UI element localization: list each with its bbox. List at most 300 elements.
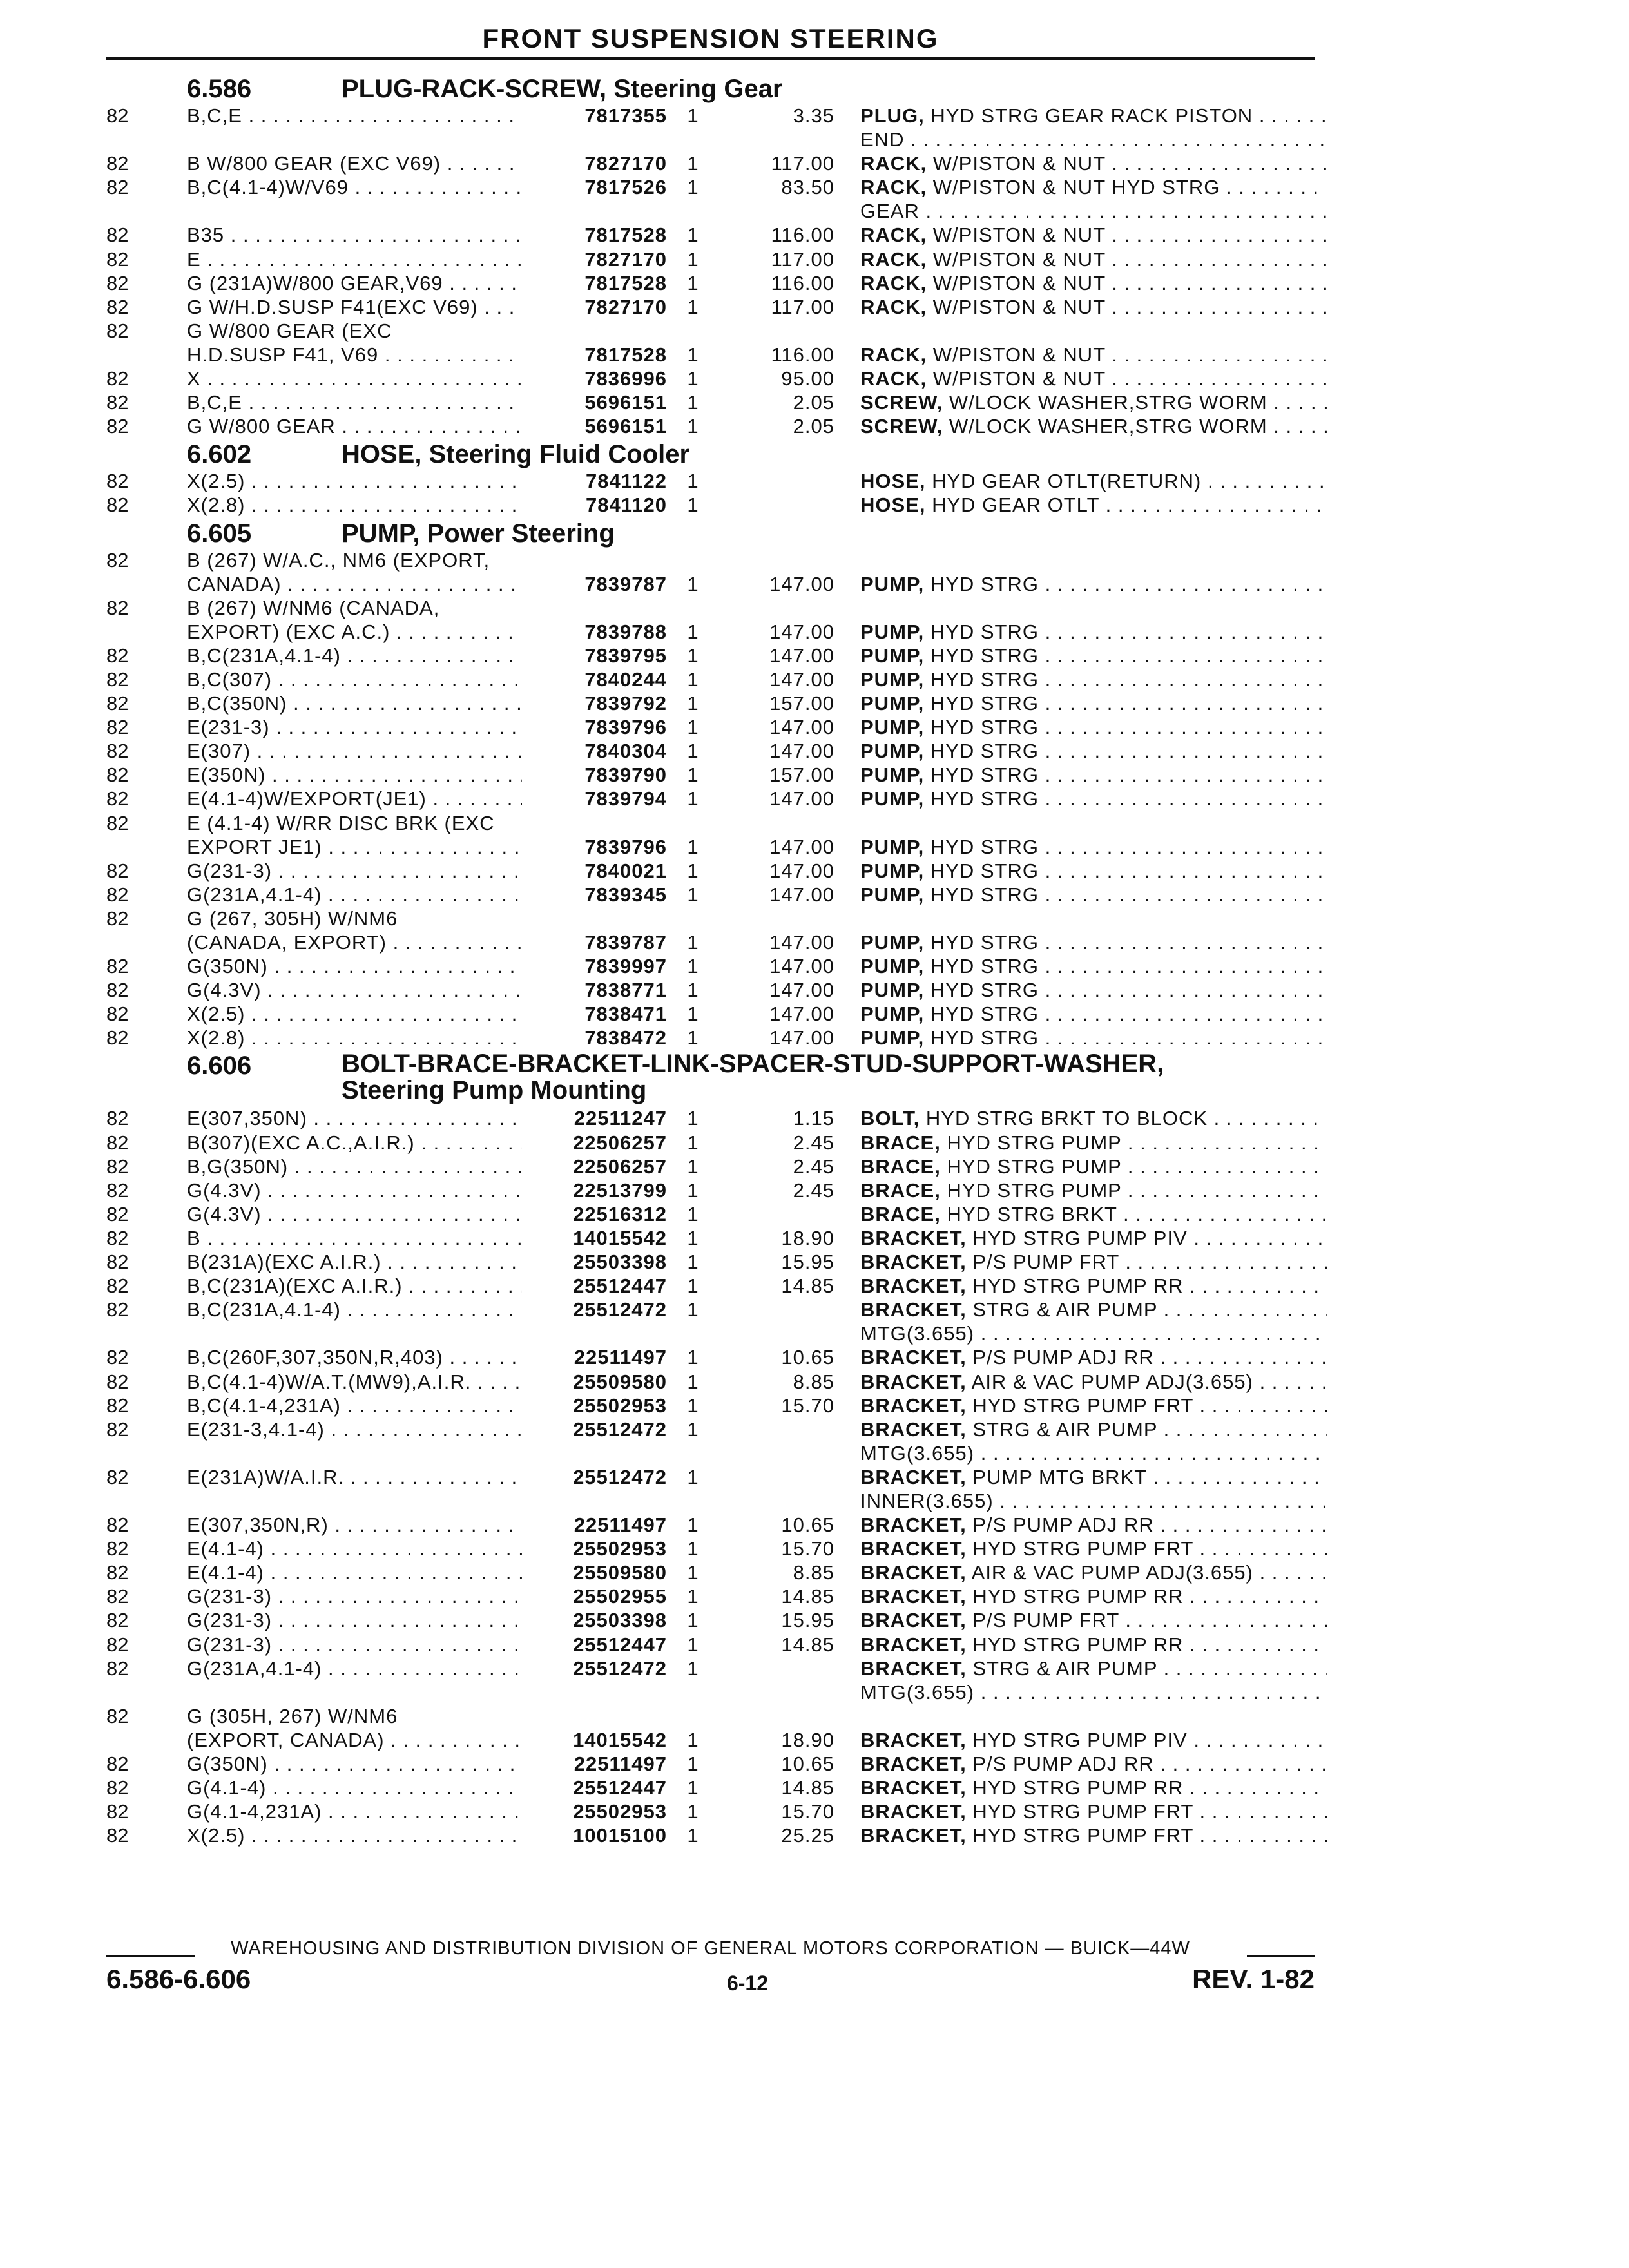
price: 116.00 xyxy=(771,271,834,294)
part-row xyxy=(0,548,1629,572)
price: 147.00 xyxy=(769,644,834,667)
part-row xyxy=(0,1370,1629,1394)
description-noun: BRACKET, xyxy=(860,1800,967,1823)
description-noun: HOSE, xyxy=(860,494,926,517)
part-row xyxy=(0,128,1629,151)
model-year: 82 xyxy=(106,224,129,247)
model-year: 82 xyxy=(106,811,129,834)
part-row xyxy=(0,1633,1629,1657)
part-number: 25502955 xyxy=(573,1585,667,1608)
quantity: 1 xyxy=(687,1346,699,1369)
model-year: 82 xyxy=(106,367,129,390)
price: 147.00 xyxy=(769,955,834,978)
part-number: 7838771 xyxy=(584,979,667,1002)
description-noun: BOLT, xyxy=(860,1107,920,1130)
page-title: FRONT SUSPENSION STEERING xyxy=(482,23,939,53)
model-application: E(4.1-4) . . . xyxy=(187,1561,522,1584)
description-noun: RACK, xyxy=(860,247,927,271)
description-text: STRG & AIR PUMP xyxy=(972,1657,1157,1680)
section-heading xyxy=(0,438,1629,469)
model-application: X(2.5) . . . xyxy=(187,1823,522,1847)
part-row xyxy=(0,1321,1629,1345)
section-title-line: BOLT-BRACE-BRACKET-LINK-SPACER-STUD-SUPPORT-WASHER, xyxy=(342,1050,1164,1079)
part-number: 7827170 xyxy=(584,152,667,175)
description xyxy=(860,271,1327,295)
description-noun: PUMP, xyxy=(860,859,925,882)
description xyxy=(860,1131,1327,1155)
part-row xyxy=(0,1345,1629,1369)
part-number: 25502953 xyxy=(573,1800,667,1823)
price: 147.00 xyxy=(769,740,834,763)
description-noun: BRACKET, xyxy=(860,1776,967,1800)
quantity: 1 xyxy=(687,391,699,414)
model-year: 82 xyxy=(106,1753,129,1775)
model-application: X . . . xyxy=(187,367,522,390)
quantity: 1 xyxy=(687,1753,699,1775)
quantity: 1 xyxy=(687,1107,699,1130)
quantity: 1 xyxy=(687,1609,699,1632)
model-year: 82 xyxy=(106,415,129,438)
quantity: 1 xyxy=(687,955,699,978)
part-row xyxy=(0,493,1629,517)
description-noun: BRACKET, xyxy=(860,1298,967,1321)
model-application: B35 . . . xyxy=(187,223,522,247)
price: 10.65 xyxy=(781,1753,834,1775)
model-application: E(231A)W/A.I.R. . . . xyxy=(187,1465,522,1489)
model-application: B,C(231A)(EXC A.I.R.) . . . xyxy=(187,1274,522,1298)
description-noun: SCREW, xyxy=(860,415,943,438)
part-number: 25512472 xyxy=(573,1657,667,1680)
part-number: 7817526 xyxy=(584,176,667,199)
description-text: W/PISTON & NUT HYD STRG xyxy=(932,176,1220,199)
model-year: 82 xyxy=(106,787,129,811)
model-year: 82 xyxy=(106,1465,129,1488)
description xyxy=(860,1298,1327,1321)
description-noun: PUMP, xyxy=(860,1026,925,1050)
description xyxy=(860,1608,1327,1632)
quantity: 1 xyxy=(687,1657,699,1680)
part-number: 22511497 xyxy=(574,1346,667,1369)
part-row xyxy=(0,1776,1629,1800)
quantity: 1 xyxy=(687,247,699,271)
part-row xyxy=(0,247,1629,271)
part-row xyxy=(0,596,1629,620)
description-text: HYD STRG xyxy=(930,620,1039,643)
part-row xyxy=(0,319,1629,343)
part-row xyxy=(0,1584,1629,1608)
part-number: 10015100 xyxy=(573,1824,667,1847)
price: 147.00 xyxy=(769,859,834,882)
part-number: 7839795 xyxy=(584,644,667,667)
model-application: EXPORT) (EXC A.C.) . . . xyxy=(187,620,522,644)
quantity: 1 xyxy=(687,644,699,667)
part-number: 22511497 xyxy=(574,1753,667,1775)
description-text: HYD STRG xyxy=(930,740,1039,763)
model-year: 82 xyxy=(106,716,129,739)
description-noun: RACK, xyxy=(860,224,927,247)
quantity: 1 xyxy=(687,470,699,493)
model-application: B(307)(EXC A.C.,A.I.R.) . . . xyxy=(187,1131,522,1155)
part-row xyxy=(0,787,1629,811)
model-year: 82 xyxy=(106,1418,129,1441)
quantity: 1 xyxy=(687,1633,699,1656)
description xyxy=(860,1418,1327,1441)
part-number: 25509580 xyxy=(573,1370,667,1393)
price: 83.50 xyxy=(781,176,834,199)
quantity: 1 xyxy=(687,859,699,882)
model-application: B,C(307) . . . xyxy=(187,668,522,691)
description-text: GEAR xyxy=(860,200,920,223)
description xyxy=(860,859,1327,883)
price: 117.00 xyxy=(771,247,834,271)
quantity: 1 xyxy=(687,764,699,787)
section-title xyxy=(342,519,615,548)
quantity: 1 xyxy=(687,152,699,175)
model-application: E(231-3,4.1-4) . . . xyxy=(187,1418,522,1441)
model-year: 82 xyxy=(106,1657,129,1680)
price: 2.05 xyxy=(793,415,834,438)
part-number: 22506257 xyxy=(573,1131,667,1154)
part-number: 7839345 xyxy=(584,883,667,906)
description-noun: BRACE, xyxy=(860,1155,941,1178)
part-row xyxy=(0,978,1629,1002)
quantity: 1 xyxy=(687,271,699,294)
part-number: 7839794 xyxy=(584,787,667,811)
part-number: 7840244 xyxy=(584,668,667,691)
section-number: 6.605 xyxy=(187,519,252,548)
part-number: 25512447 xyxy=(573,1633,667,1656)
price: 3.35 xyxy=(793,104,834,127)
model-year: 82 xyxy=(106,1226,129,1249)
price: 157.00 xyxy=(769,764,834,787)
price: 14.85 xyxy=(781,1274,834,1298)
quantity: 1 xyxy=(687,1561,699,1584)
description-text: P/S PUMP ADJ RR xyxy=(972,1346,1154,1369)
price: 147.00 xyxy=(769,1026,834,1050)
model-application: G W/H.D.SUSP F41(EXC V69) . . . xyxy=(187,295,522,319)
part-number: 25512472 xyxy=(573,1465,667,1488)
model-year: 82 xyxy=(106,1800,129,1823)
quantity: 1 xyxy=(687,1418,699,1441)
quantity: 1 xyxy=(687,835,699,858)
description-text: HYD STRG PUMP FRT xyxy=(972,1537,1193,1561)
part-row xyxy=(0,1537,1629,1561)
part-number: 7839796 xyxy=(584,835,667,858)
part-number: 25512472 xyxy=(573,1298,667,1321)
part-number: 22513799 xyxy=(573,1178,667,1202)
footer-section-range: 6.586-6.606 xyxy=(106,1964,251,1994)
model-application: E(4.1-4)W/EXPORT(JE1) . . . xyxy=(187,787,522,811)
description xyxy=(860,1489,1327,1513)
part-row xyxy=(0,835,1629,859)
description-noun: BRACKET, xyxy=(860,1394,967,1417)
description xyxy=(860,1561,1327,1584)
part-row xyxy=(0,859,1629,883)
description-noun: BRACKET, xyxy=(860,1226,967,1249)
part-row xyxy=(0,668,1629,691)
description-text: INNER(3.655) xyxy=(860,1489,994,1512)
description-noun: PUMP, xyxy=(860,620,925,643)
model-year: 82 xyxy=(106,1704,129,1727)
part-number: 7840304 xyxy=(584,740,667,763)
model-application: B,C(350N) . . . xyxy=(187,691,522,715)
description-text: HYD STRG PUMP RR xyxy=(972,1274,1184,1298)
quantity: 1 xyxy=(687,1226,699,1249)
quantity: 1 xyxy=(687,343,699,366)
description-noun: BRACKET, xyxy=(860,1514,967,1537)
description-noun: BRACKET, xyxy=(860,1251,967,1274)
description-noun: PUMP, xyxy=(860,644,925,667)
quantity: 1 xyxy=(687,1202,699,1225)
price: 15.95 xyxy=(781,1609,834,1632)
model-application: G(231-3) . . . xyxy=(187,1584,522,1608)
model-application: E(307,350N) . . . xyxy=(187,1106,522,1130)
description-text: W/LOCK WASHER,STRG WORM xyxy=(949,391,1268,414)
part-number: 22511497 xyxy=(574,1514,667,1537)
model-application: EXPORT JE1) . . . xyxy=(187,835,522,859)
model-year: 82 xyxy=(106,391,129,414)
description-noun: BRACKET, xyxy=(860,1274,967,1298)
price: 8.85 xyxy=(793,1370,834,1393)
quantity: 1 xyxy=(687,1131,699,1154)
price: 117.00 xyxy=(771,152,834,175)
model-application: E(350N) . . . xyxy=(187,763,522,787)
description-text: W/PISTON & NUT xyxy=(932,152,1106,175)
description-text: HYD STRG xyxy=(930,835,1039,858)
description xyxy=(860,104,1327,128)
description xyxy=(860,1226,1327,1250)
description xyxy=(860,1002,1327,1026)
description-noun: RACK, xyxy=(860,343,927,366)
description-noun: BRACKET, xyxy=(860,1346,967,1369)
part-number: 25502953 xyxy=(573,1394,667,1417)
description xyxy=(860,1800,1327,1823)
model-application: E(231-3) . . . xyxy=(187,715,522,739)
price: 15.70 xyxy=(781,1394,834,1417)
model-application: E . . . xyxy=(187,247,522,271)
quantity: 1 xyxy=(687,104,699,127)
model-application: (CANADA, EXPORT) . . . xyxy=(187,930,522,954)
part-number: 22506257 xyxy=(573,1155,667,1178)
part-row xyxy=(0,907,1629,930)
description xyxy=(860,835,1327,859)
model-year: 82 xyxy=(106,470,129,493)
quantity: 1 xyxy=(687,367,699,390)
description xyxy=(860,1728,1327,1752)
description-text: MTG(3.655) xyxy=(860,1322,975,1345)
price: 2.05 xyxy=(793,391,834,414)
model-year: 82 xyxy=(106,1346,129,1369)
model-application: B,C(4.1-4)W/V69 . . . xyxy=(187,175,522,199)
price: 147.00 xyxy=(769,787,834,811)
model-application: G(231-3) . . . xyxy=(187,1608,522,1632)
description-text: HYD STRG PUMP xyxy=(947,1131,1122,1154)
quantity: 1 xyxy=(687,740,699,763)
price: 147.00 xyxy=(769,931,834,954)
part-row xyxy=(0,469,1629,493)
price: 147.00 xyxy=(769,620,834,643)
description-text: HYD STRG PUMP xyxy=(947,1155,1122,1178)
description-text: STRG & AIR PUMP xyxy=(972,1298,1157,1321)
description xyxy=(860,247,1327,271)
price: 14.85 xyxy=(781,1633,834,1656)
description-text: HYD STRG xyxy=(930,764,1039,787)
description xyxy=(860,1657,1327,1680)
description xyxy=(860,1465,1327,1489)
price: 15.70 xyxy=(781,1800,834,1823)
model-application: G(4.3V) . . . xyxy=(187,1178,522,1202)
part-number: 7841120 xyxy=(586,494,667,517)
description xyxy=(860,1321,1327,1345)
description-text: HYD STRG xyxy=(930,572,1039,595)
description-text: HYD STRG PUMP RR xyxy=(972,1633,1184,1656)
model-application: G(4.3V) . . . xyxy=(187,1202,522,1226)
section-number: 6.586 xyxy=(187,75,252,103)
description-text: HYD STRG xyxy=(930,931,1039,954)
description xyxy=(860,128,1327,151)
description xyxy=(860,1370,1327,1394)
model-year: 82 xyxy=(106,548,129,572)
price: 147.00 xyxy=(769,883,834,906)
description-text: HYD STRG xyxy=(930,1026,1039,1050)
description-noun: PUMP, xyxy=(860,668,925,691)
description xyxy=(860,175,1327,199)
part-number: 7827170 xyxy=(584,295,667,318)
price: 2.45 xyxy=(793,1178,834,1202)
description-text: HYD STRG BRKT xyxy=(947,1202,1117,1225)
description-text: AIR & VAC PUMP ADJ(3.655) xyxy=(971,1561,1253,1584)
section-title xyxy=(342,1051,1164,1104)
model-year: 82 xyxy=(106,104,129,127)
description xyxy=(860,1394,1327,1418)
part-row xyxy=(0,104,1629,128)
model-application: G(350N) . . . xyxy=(187,954,522,978)
part-number: 7838472 xyxy=(584,1026,667,1050)
part-row xyxy=(0,811,1629,835)
description-noun: PUMP, xyxy=(860,740,925,763)
model-year: 82 xyxy=(106,1178,129,1202)
description-text: W/PISTON & NUT xyxy=(932,247,1106,271)
description xyxy=(860,883,1327,907)
description-noun: BRACKET, xyxy=(860,1537,967,1561)
model-application: B,C,E . . . xyxy=(187,104,522,128)
model-application: G(231A,4.1-4) . . . xyxy=(187,883,522,907)
description-noun: BRACKET, xyxy=(860,1418,967,1441)
part-row xyxy=(0,572,1629,596)
model-year: 82 xyxy=(106,955,129,978)
section-title xyxy=(342,439,689,469)
description-noun: BRACKET, xyxy=(860,1824,967,1847)
model-year: 82 xyxy=(106,596,129,619)
model-year: 82 xyxy=(106,883,129,906)
section-title-line: HOSE, Steering Fluid Cooler xyxy=(342,440,690,469)
part-row xyxy=(0,691,1629,715)
part-number: 25503398 xyxy=(573,1251,667,1274)
description-text: W/PISTON & NUT xyxy=(932,271,1106,294)
description xyxy=(860,978,1327,1002)
quantity: 1 xyxy=(687,1776,699,1800)
description-text: HYD GEAR OTLT(RETURN) xyxy=(932,470,1202,493)
description xyxy=(860,1026,1327,1050)
title-divider xyxy=(106,57,1315,60)
price: 1.15 xyxy=(793,1107,834,1130)
part-number: 14015542 xyxy=(573,1226,667,1249)
part-number: 25503398 xyxy=(573,1609,667,1632)
model-application: G (231A)W/800 GEAR,V69 . . . xyxy=(187,271,522,295)
footer-revision: REV. 1-82 xyxy=(1192,1964,1315,1994)
description-noun: PUMP, xyxy=(860,931,925,954)
model-year: 82 xyxy=(106,692,129,715)
price: 147.00 xyxy=(769,716,834,739)
model-application: G(231A,4.1-4) . . . xyxy=(187,1657,522,1680)
model-application: X(2.8) . . . xyxy=(187,493,522,517)
model-application: B (267) W/A.C., NM6 (EXPORT, xyxy=(187,548,490,572)
quantity: 1 xyxy=(687,1298,699,1321)
part-row xyxy=(0,1155,1629,1178)
model-application: B,C(231A,4.1-4) . . . xyxy=(187,644,522,668)
model-application: B,C,E . . . xyxy=(187,390,522,414)
description-noun: BRACE, xyxy=(860,1131,941,1154)
model-year: 82 xyxy=(106,1609,129,1632)
part-row xyxy=(0,1131,1629,1155)
description xyxy=(860,1776,1327,1800)
model-application: B,C(260F,307,350N,R,403) . . . xyxy=(187,1345,522,1369)
description-noun: BRACKET, xyxy=(860,1370,967,1393)
model-year: 82 xyxy=(106,1537,129,1561)
part-row xyxy=(0,199,1629,223)
description xyxy=(860,644,1327,668)
part-row xyxy=(0,1298,1629,1321)
part-row xyxy=(0,271,1629,295)
part-row xyxy=(0,1489,1629,1513)
part-number: 7839792 xyxy=(584,692,667,715)
price: 15.95 xyxy=(781,1251,834,1274)
part-number: 7841122 xyxy=(586,470,667,493)
quantity: 1 xyxy=(687,1394,699,1417)
footer-page-number: 6-12 xyxy=(726,1972,769,1995)
description-noun: PUMP, xyxy=(860,716,925,739)
model-application: G (267, 305H) W/NM6 xyxy=(187,907,398,930)
price: 147.00 xyxy=(769,1003,834,1026)
description-noun: BRACKET, xyxy=(860,1753,967,1775)
price: 25.25 xyxy=(781,1824,834,1847)
description xyxy=(860,1106,1327,1130)
part-row xyxy=(0,1202,1629,1226)
section-title-line: PUMP, Power Steering xyxy=(342,519,615,548)
part-number: 7817528 xyxy=(584,343,667,366)
part-row xyxy=(0,1418,1629,1441)
model-application: E (4.1-4) W/RR DISC BRK (EXC xyxy=(187,811,495,834)
model-year: 82 xyxy=(106,1514,129,1537)
price: 15.70 xyxy=(781,1537,834,1561)
model-year: 82 xyxy=(106,1585,129,1608)
description-noun: RACK, xyxy=(860,176,927,199)
model-year: 82 xyxy=(106,1251,129,1274)
description-text: HYD STRG BRKT TO BLOCK xyxy=(925,1107,1208,1130)
description-noun: BRACKET, xyxy=(860,1728,967,1751)
description xyxy=(860,1633,1327,1657)
quantity: 1 xyxy=(687,1800,699,1823)
price: 18.90 xyxy=(781,1226,834,1249)
description-noun: RACK, xyxy=(860,152,927,175)
part-row xyxy=(0,1226,1629,1250)
part-row xyxy=(0,1394,1629,1418)
quantity: 1 xyxy=(687,1824,699,1847)
model-year: 82 xyxy=(106,247,129,271)
description xyxy=(860,1584,1327,1608)
model-year: 82 xyxy=(106,764,129,787)
model-application: G W/800 GEAR (EXC xyxy=(187,319,392,342)
